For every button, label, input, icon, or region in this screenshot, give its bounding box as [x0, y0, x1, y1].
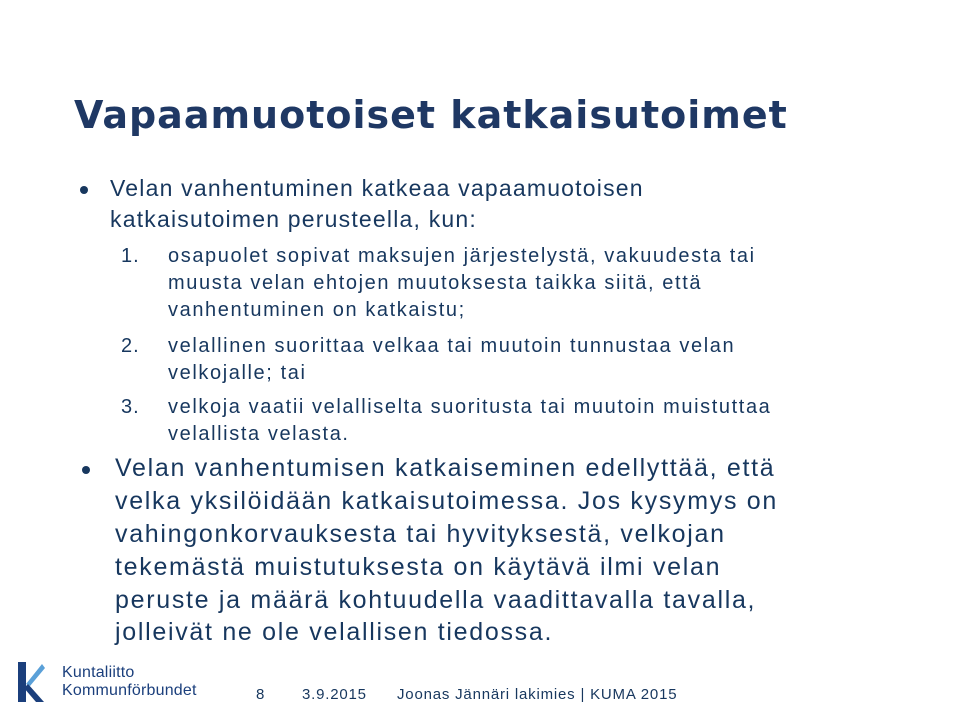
item-3-line-1: velkoja vaatii velalliselta suoritusta tai muutoin muistuttaa [168, 396, 772, 418]
bullet-2-line-6: jolleivät ne ole velallisen tiedossa. [115, 618, 554, 646]
item-1-line-2: muusta velan ehtojen muutoksesta taikka siitä, että [168, 272, 703, 294]
bullet-2-line-4: tekemästä muistutuksesta on käytävä ilmi velan [115, 553, 722, 581]
item-2-line-2: velkojalle; tai [168, 362, 307, 384]
logo-line-1: Kuntaliitto [62, 664, 135, 681]
item-1-number: 1. [121, 245, 140, 267]
item-3-line-2: velallista velasta. [168, 423, 350, 445]
footer-date: 3.9.2015 [302, 686, 367, 703]
bullet-icon [82, 466, 90, 474]
footer-page-number: 8 [256, 686, 266, 703]
kuntaliitto-logo [16, 660, 216, 704]
bullet-2-line-1: Velan vanhentumisen katkaiseminen edellyttää, että [115, 454, 776, 482]
bullet-1-line-1: Velan vanhentuminen katkeaa vapaamuotoisen [110, 175, 644, 201]
bullet-1-line-2: katkaisutoimen perusteella, kun: [110, 206, 477, 232]
logo-line-2: Kommunförbundet [62, 682, 197, 699]
item-1-line-3: vanhentuminen on katkaistu; [168, 299, 466, 321]
bullet-2-line-3: vahingonkorvauksesta tai hyvityksestä, velkojan [115, 520, 726, 548]
kuntaliitto-k-logo-icon [16, 660, 46, 704]
bullet-icon [80, 186, 88, 194]
bullet-2-line-5: peruste ja määrä kohtuudella vaadittavalla tavalla, [115, 586, 757, 614]
item-1-line-1: osapuolet sopivat maksujen järjestelystä, vakuudesta tai [168, 245, 756, 267]
slide-title: Vapaamuotoiset katkaisutoimet [74, 93, 788, 137]
bullet-2-line-2: velka yksilöidään katkaisutoimessa. Jos kysymys on [115, 487, 779, 515]
item-3-number: 3. [121, 396, 140, 418]
item-2-line-1: velallinen suorittaa velkaa tai muutoin tunnustaa velan [168, 335, 736, 357]
footer-author: Joonas Jännäri lakimies | KUMA 2015 [397, 686, 678, 703]
item-2-number: 2. [121, 335, 140, 357]
